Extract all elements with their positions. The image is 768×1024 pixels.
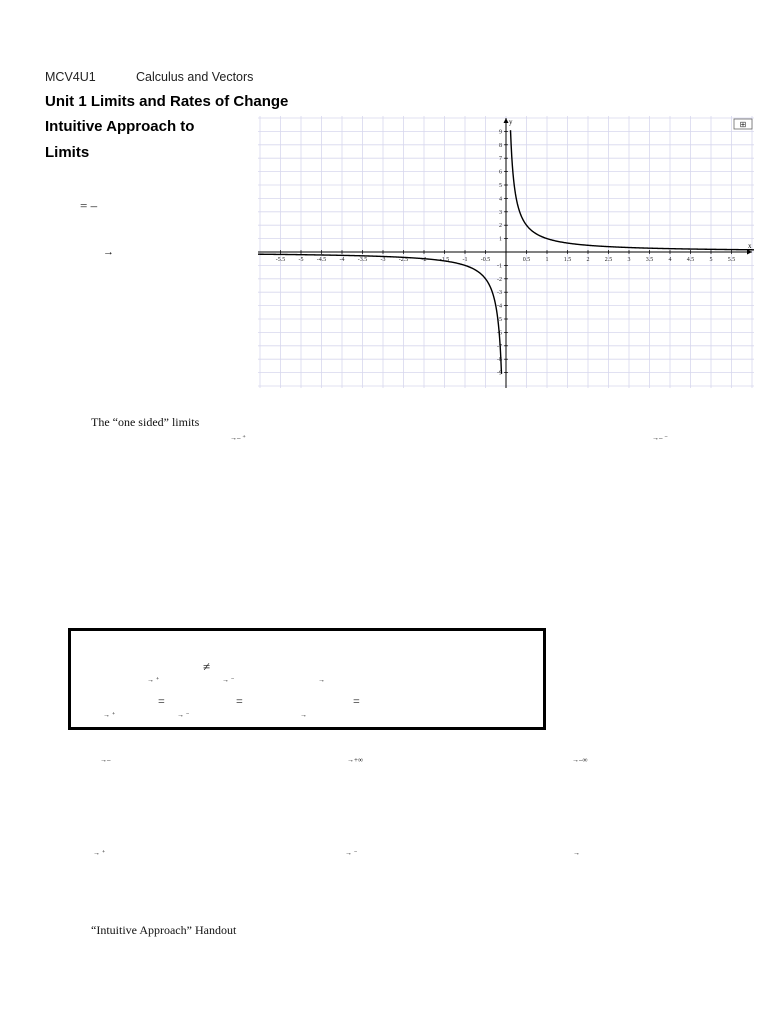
x-tick-label: -2.5 [398, 257, 409, 263]
y-tick-label: 7 [499, 156, 502, 163]
box-arrow-3c: → [300, 711, 307, 719]
course-name: Calculus and Vectors [136, 70, 254, 84]
box-arrow-1a: → ⁺ [147, 676, 160, 684]
x-tick-label: 3.5 [645, 257, 654, 263]
x-tick-label: 5.5 [727, 257, 736, 263]
x-tick-label: 1 [545, 257, 549, 263]
x-tick-label: -1.5 [439, 257, 450, 263]
x-tick-label: 1.5 [563, 257, 572, 263]
box-arrow-1b: → ⁻ [222, 676, 235, 684]
limit-arrow-b1: → ⁺ [93, 849, 106, 857]
x-tick-label: 4 [668, 257, 672, 263]
x-axis-label: x [748, 242, 752, 250]
y-tick-label: 8 [499, 142, 502, 149]
x-tick-label: 2.5 [604, 257, 613, 263]
arrow-fragment-right: →– ⁻ [652, 434, 668, 442]
x-tick-label: -3 [380, 257, 386, 263]
y-axis-arrowhead [504, 118, 509, 123]
not-equal-symbol: ≠ [203, 659, 211, 674]
y-tick-label: -5 [497, 317, 502, 323]
y-tick-label: -3 [497, 290, 502, 297]
handout-reference: “Intuitive Approach” Handout [91, 923, 237, 937]
box-equals-2: = [236, 694, 243, 708]
x-tick-label: 5 [709, 257, 713, 263]
y-tick-label: 4 [499, 196, 502, 203]
limit-definition-box [68, 628, 546, 730]
limit-arrow-a1: →– [100, 756, 111, 764]
limit-arrow-b2: → ⁻ [345, 849, 358, 857]
y-tick-label: -9 [497, 370, 502, 377]
function-graph [258, 116, 754, 388]
x-tick-label: -2 [421, 257, 427, 263]
arrow-fragment-left: →– ⁺ [230, 434, 246, 442]
limit-arrow-a2: →+∞ [347, 756, 363, 764]
limit-arrow-a3: →–∞ [572, 756, 588, 764]
lesson-title-line2: Limits [45, 144, 90, 161]
y-tick-label: -8 [497, 357, 502, 364]
course-code: MCV4U1 [45, 70, 96, 84]
equation-fragment: = – [80, 198, 98, 213]
zoom-icon: ⊞ [739, 120, 747, 129]
y-tick-label: -6 [497, 330, 502, 337]
box-arrow-3b: → ⁻ [177, 711, 190, 719]
y-tick-label: 3 [499, 209, 502, 216]
x-tick-label: -3.5 [357, 257, 368, 263]
x-tick-label: 0.5 [522, 257, 531, 263]
y-tick-label: 9 [499, 129, 502, 136]
box-equals-1: = [158, 694, 165, 708]
x-tick-label: 3 [627, 257, 631, 263]
x-tick-label: 2 [586, 257, 590, 263]
box-arrow-1c: → [318, 676, 325, 684]
x-tick-label: -4.5 [316, 257, 327, 263]
arrow-fragment: → [103, 246, 114, 258]
y-tick-label: -1 [497, 263, 502, 270]
y-tick-label: -7 [497, 343, 502, 350]
y-tick-label: -4 [497, 303, 502, 310]
one-sided-limits-text: The “one sided” limits [91, 415, 200, 429]
x-tick-label: -5.5 [275, 257, 286, 263]
y-tick-label: 6 [499, 169, 502, 176]
box-arrow-3a: → ⁺ [103, 711, 116, 719]
x-tick-label: -1 [462, 257, 468, 263]
x-tick-label: -4 [339, 257, 345, 263]
x-tick-label: 4.5 [686, 257, 695, 263]
y-tick-label: -2 [497, 276, 502, 283]
unit-title: Unit 1 Limits and Rates of Change [45, 93, 289, 110]
x-tick-label: -5 [298, 257, 304, 263]
y-tick-label: 2 [499, 223, 502, 230]
y-tick-label: 5 [499, 183, 502, 189]
zoom-button[interactable] [734, 119, 752, 129]
x-tick-label: -0.5 [480, 257, 491, 263]
y-tick-label: 1 [499, 236, 502, 243]
limit-arrow-b3: → [573, 849, 580, 857]
y-axis-label: y [509, 118, 513, 126]
lesson-title-line1: Intuitive Approach to [45, 118, 195, 135]
box-equals-3: = [353, 694, 360, 708]
